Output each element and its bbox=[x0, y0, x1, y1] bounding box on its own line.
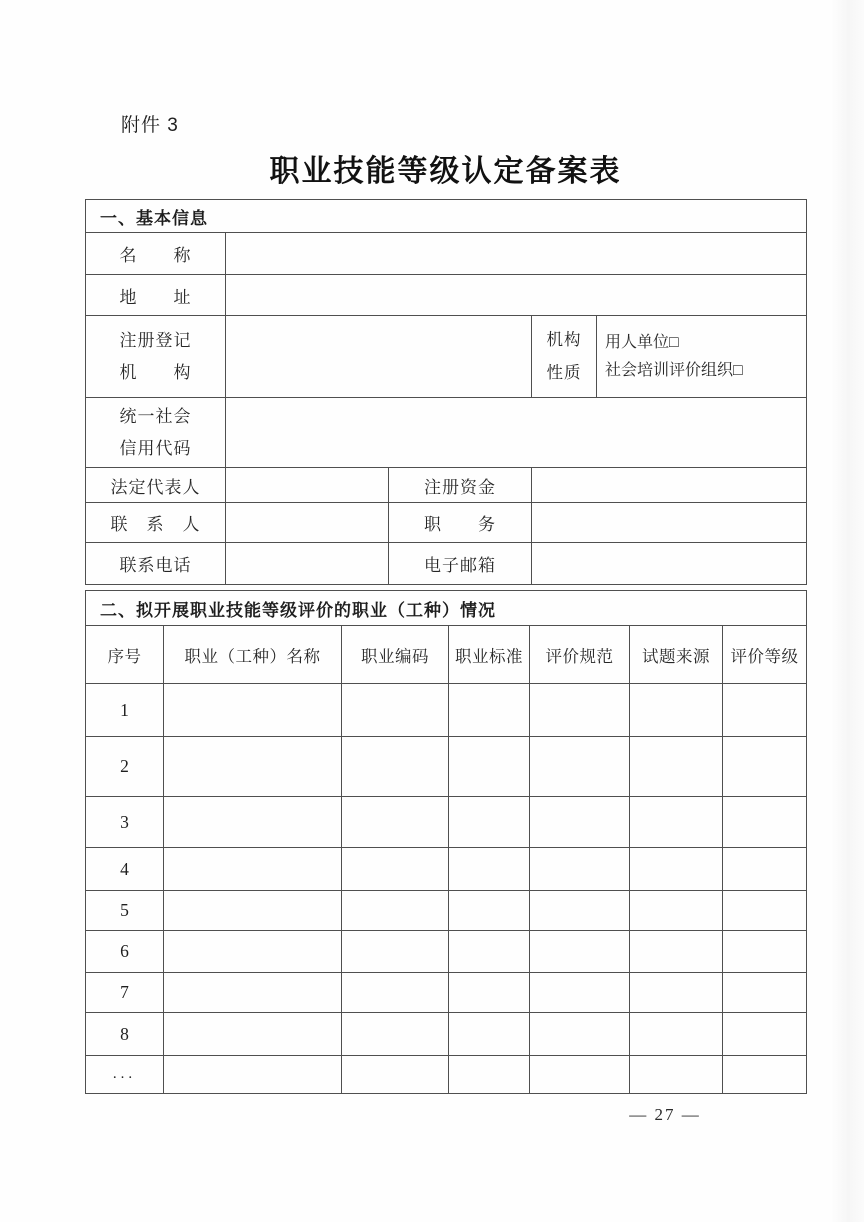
grid-cell bbox=[449, 973, 530, 1013]
column-header-evaluation-spec: 评价规范 bbox=[530, 626, 630, 684]
row-number: 6 bbox=[86, 931, 164, 973]
section2-header: 二、拟开展职业技能等级评价的职业（工种）情况 bbox=[86, 591, 807, 626]
grid-cell bbox=[630, 891, 723, 931]
page-number: — 27 — bbox=[629, 1105, 701, 1124]
credit-code-label-line2: 信用代码 bbox=[119, 438, 192, 458]
contact-person-label: 联 系 人 bbox=[86, 503, 226, 543]
table-row bbox=[86, 684, 807, 737]
reg-capital-label: 注册资金 bbox=[389, 468, 532, 503]
column-header-occupation-standard: 职业标准 bbox=[449, 626, 530, 684]
credit-code-value-cell bbox=[226, 398, 807, 468]
position-value-cell bbox=[532, 503, 807, 543]
grid-cell bbox=[530, 1056, 630, 1094]
row-number: 3 bbox=[86, 797, 164, 848]
grid-cell bbox=[342, 684, 449, 737]
grid-cell bbox=[723, 737, 807, 797]
table-row bbox=[86, 1013, 807, 1056]
grid-cell bbox=[342, 737, 449, 797]
org-nature-label-line1: 机构 bbox=[546, 331, 582, 350]
employer-checkbox-option: 用人单位□ bbox=[605, 333, 679, 351]
grid-cell bbox=[630, 737, 723, 797]
row-number: 1 bbox=[86, 684, 164, 737]
grid-cell bbox=[164, 1056, 342, 1094]
grid-cell bbox=[723, 891, 807, 931]
row-number: 5 bbox=[86, 891, 164, 931]
grid-cell bbox=[530, 797, 630, 848]
credit-code-label bbox=[86, 398, 226, 468]
scan-edge-artifact bbox=[830, 0, 864, 1222]
grid-cell bbox=[342, 1013, 449, 1056]
grid-cell bbox=[530, 973, 630, 1013]
grid-cell bbox=[164, 973, 342, 1013]
grid-cell bbox=[164, 737, 342, 797]
grid-cell bbox=[630, 973, 723, 1013]
training-org-checkbox-option: 社会培训评价组织□ bbox=[605, 361, 743, 379]
row-number: 2 bbox=[86, 737, 164, 797]
grid-cell bbox=[449, 931, 530, 973]
grid-cell bbox=[723, 973, 807, 1013]
grid-cell bbox=[449, 797, 530, 848]
grid-cell bbox=[630, 848, 723, 891]
registration-org-value-cell bbox=[226, 316, 532, 398]
grid-cell bbox=[530, 684, 630, 737]
grid-cell bbox=[630, 797, 723, 848]
grid-cell bbox=[530, 891, 630, 931]
grid-cell bbox=[723, 848, 807, 891]
grid-cell bbox=[530, 931, 630, 973]
grid-cell bbox=[449, 737, 530, 797]
email-label: 电子邮箱 bbox=[389, 543, 532, 585]
column-header-seq: 序号 bbox=[86, 626, 164, 684]
grid-cell bbox=[164, 931, 342, 973]
grid-cell bbox=[630, 1013, 723, 1056]
grid-cell bbox=[164, 1013, 342, 1056]
grid-cell bbox=[723, 797, 807, 848]
table-row bbox=[86, 797, 807, 848]
grid-cell bbox=[530, 848, 630, 891]
grid-cell bbox=[164, 848, 342, 891]
grid-cell bbox=[342, 1056, 449, 1094]
table-row bbox=[86, 848, 807, 891]
org-nature-label bbox=[532, 316, 597, 398]
org-nature-options-cell bbox=[597, 316, 807, 398]
table-row bbox=[86, 737, 807, 797]
name-label: 名 称 bbox=[86, 233, 226, 275]
grid-cell bbox=[449, 891, 530, 931]
grid-cell bbox=[164, 797, 342, 848]
grid-cell bbox=[449, 1056, 530, 1094]
grid-cell bbox=[449, 684, 530, 737]
reg-capital-value-cell bbox=[532, 468, 807, 503]
phone-label: 联系电话 bbox=[86, 543, 226, 585]
attachment-label: 附件 3 bbox=[121, 115, 179, 136]
grid-cell bbox=[723, 1013, 807, 1056]
column-header-test-source: 试题来源 bbox=[630, 626, 723, 684]
registration-org-label-line1: 注册登记 bbox=[119, 331, 192, 351]
grid-cell bbox=[630, 931, 723, 973]
grid-cell bbox=[342, 891, 449, 931]
grid-cell bbox=[449, 848, 530, 891]
row-number-ellipsis: ... bbox=[86, 1056, 164, 1094]
column-header-occupation-name: 职业（工种）名称 bbox=[164, 626, 342, 684]
page-title: 职业技能等级认定备案表 bbox=[269, 155, 622, 188]
phone-value-cell bbox=[226, 543, 389, 585]
row-number: 8 bbox=[86, 1013, 164, 1056]
grid-cell bbox=[342, 931, 449, 973]
name-value-cell bbox=[226, 233, 807, 275]
credit-code-label-line1: 统一社会 bbox=[119, 407, 192, 427]
registration-org-label bbox=[86, 316, 226, 398]
org-nature-label-line2: 性质 bbox=[546, 363, 582, 382]
table-row bbox=[86, 931, 807, 973]
column-header-evaluation-level: 评价等级 bbox=[723, 626, 807, 684]
grid-cell bbox=[530, 1013, 630, 1056]
legal-rep-label: 法定代表人 bbox=[86, 468, 226, 503]
contact-person-value-cell bbox=[226, 503, 389, 543]
occupations-table bbox=[85, 590, 807, 1094]
grid-cell bbox=[164, 891, 342, 931]
table-row bbox=[86, 973, 807, 1013]
grid-cell bbox=[723, 1056, 807, 1094]
row-number: 7 bbox=[86, 973, 164, 1013]
column-header-occupation-code: 职业编码 bbox=[342, 626, 449, 684]
grid-cell bbox=[342, 848, 449, 891]
grid-cell bbox=[723, 684, 807, 737]
grid-cell bbox=[164, 684, 342, 737]
address-label: 地 址 bbox=[86, 275, 226, 316]
legal-rep-value-cell bbox=[226, 468, 389, 503]
grid-cell bbox=[449, 1013, 530, 1056]
section1-header: 一、基本信息 bbox=[86, 200, 807, 233]
position-label: 职 务 bbox=[389, 503, 532, 543]
table-row bbox=[86, 891, 807, 931]
email-value-cell bbox=[532, 543, 807, 585]
basic-info-table bbox=[85, 199, 807, 585]
grid-cell bbox=[630, 1056, 723, 1094]
grid-cell bbox=[342, 797, 449, 848]
address-value-cell bbox=[226, 275, 807, 316]
grid-cell bbox=[530, 737, 630, 797]
grid-cell bbox=[342, 973, 449, 1013]
row-number: 4 bbox=[86, 848, 164, 891]
table-row bbox=[86, 1056, 807, 1094]
registration-org-label-line2: 机 构 bbox=[119, 362, 192, 382]
grid-cell bbox=[630, 684, 723, 737]
grid-cell bbox=[723, 931, 807, 973]
